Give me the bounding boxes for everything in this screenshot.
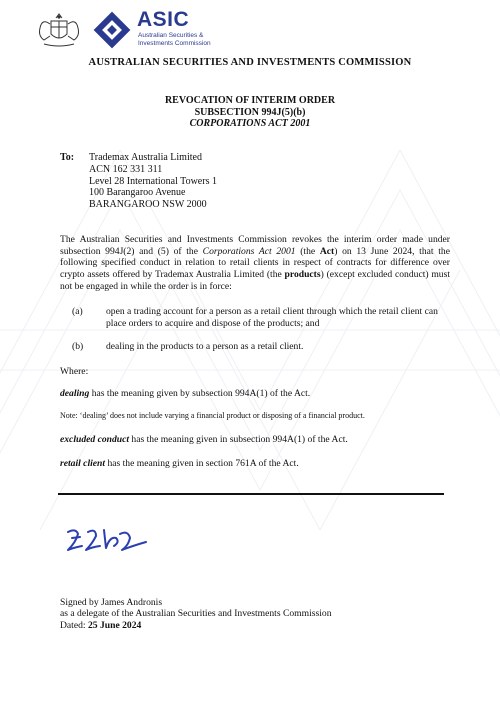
signature-block	[60, 597, 332, 631]
brand-name: ASIC	[137, 8, 190, 31]
signed-by: Signed by James Andronis	[60, 597, 163, 608]
item-b-text: dealing in the products to a person as a retail client.	[106, 341, 304, 352]
brand-subtitle: Australian Securities & Investments Commission	[138, 32, 211, 47]
title-line-1: REVOCATION OF INTERIM ORDER	[164, 95, 336, 106]
item-b-label: (b)	[72, 341, 84, 352]
definition-note: Note: ‘dealing’ does not include varying a financial product or disposing of a financial product.	[60, 411, 365, 420]
item-a-text: open a trading account for a person as a retail client through which the retail client can place orders to acquire and dispose of the products; and	[106, 306, 438, 329]
asic-diamond-logo-icon	[92, 10, 132, 50]
where-label: Where:	[60, 366, 89, 377]
intro-paragraph: The Australian Securities and Investments Commission revokes the interim order made under subsection 994J(2) and (5) of the Corporations Act 2001 (the Act) on 13 June 2024, that the following specified conduct in relation to retail clients in respect of contracts for difference over crypto assets offered by Trademax Australia Limited (the products) (except excluded conduct) must not be engaged in while the order is in force:	[60, 234, 450, 292]
recipient-address: Trademax Australia Limited ACN 162 331 311 Level 28 International Towers 1 100 Barangaroo Avenue BARANGAROO NSW 2000	[89, 152, 217, 211]
document-title	[0, 95, 500, 130]
watermark-lines	[0, 150, 500, 530]
definition-retail-client: retail client has the meaning given in section 761A of the Act.	[60, 458, 299, 469]
signature-date: 25 June 2024	[87, 619, 142, 631]
title-line-3: CORPORATIONS ACT 2001	[189, 118, 311, 129]
signature-date-line: Dated: 25 June 2024	[60, 619, 142, 631]
item-a-label: (a)	[72, 306, 83, 317]
handwritten-signature	[62, 524, 154, 560]
definition-excluded-conduct: excluded conduct has the meaning given in subsection 994A(1) of the Act.	[60, 434, 348, 445]
definition-dealing: dealing has the meaning given by subsection 994A(1) of the Act.	[60, 388, 311, 399]
to-label: To:	[60, 152, 75, 163]
title-line-2: SUBSECTION 994J(5)(b)	[194, 106, 306, 118]
signatory-capacity: as a delegate of the Australian Securities and Investments Commission	[60, 608, 332, 620]
signature-divider	[58, 493, 444, 495]
coat-of-arms-icon	[34, 12, 84, 50]
organisation-heading: AUSTRALIAN SECURITIES AND INVESTMENTS COMMISSION	[88, 57, 412, 68]
